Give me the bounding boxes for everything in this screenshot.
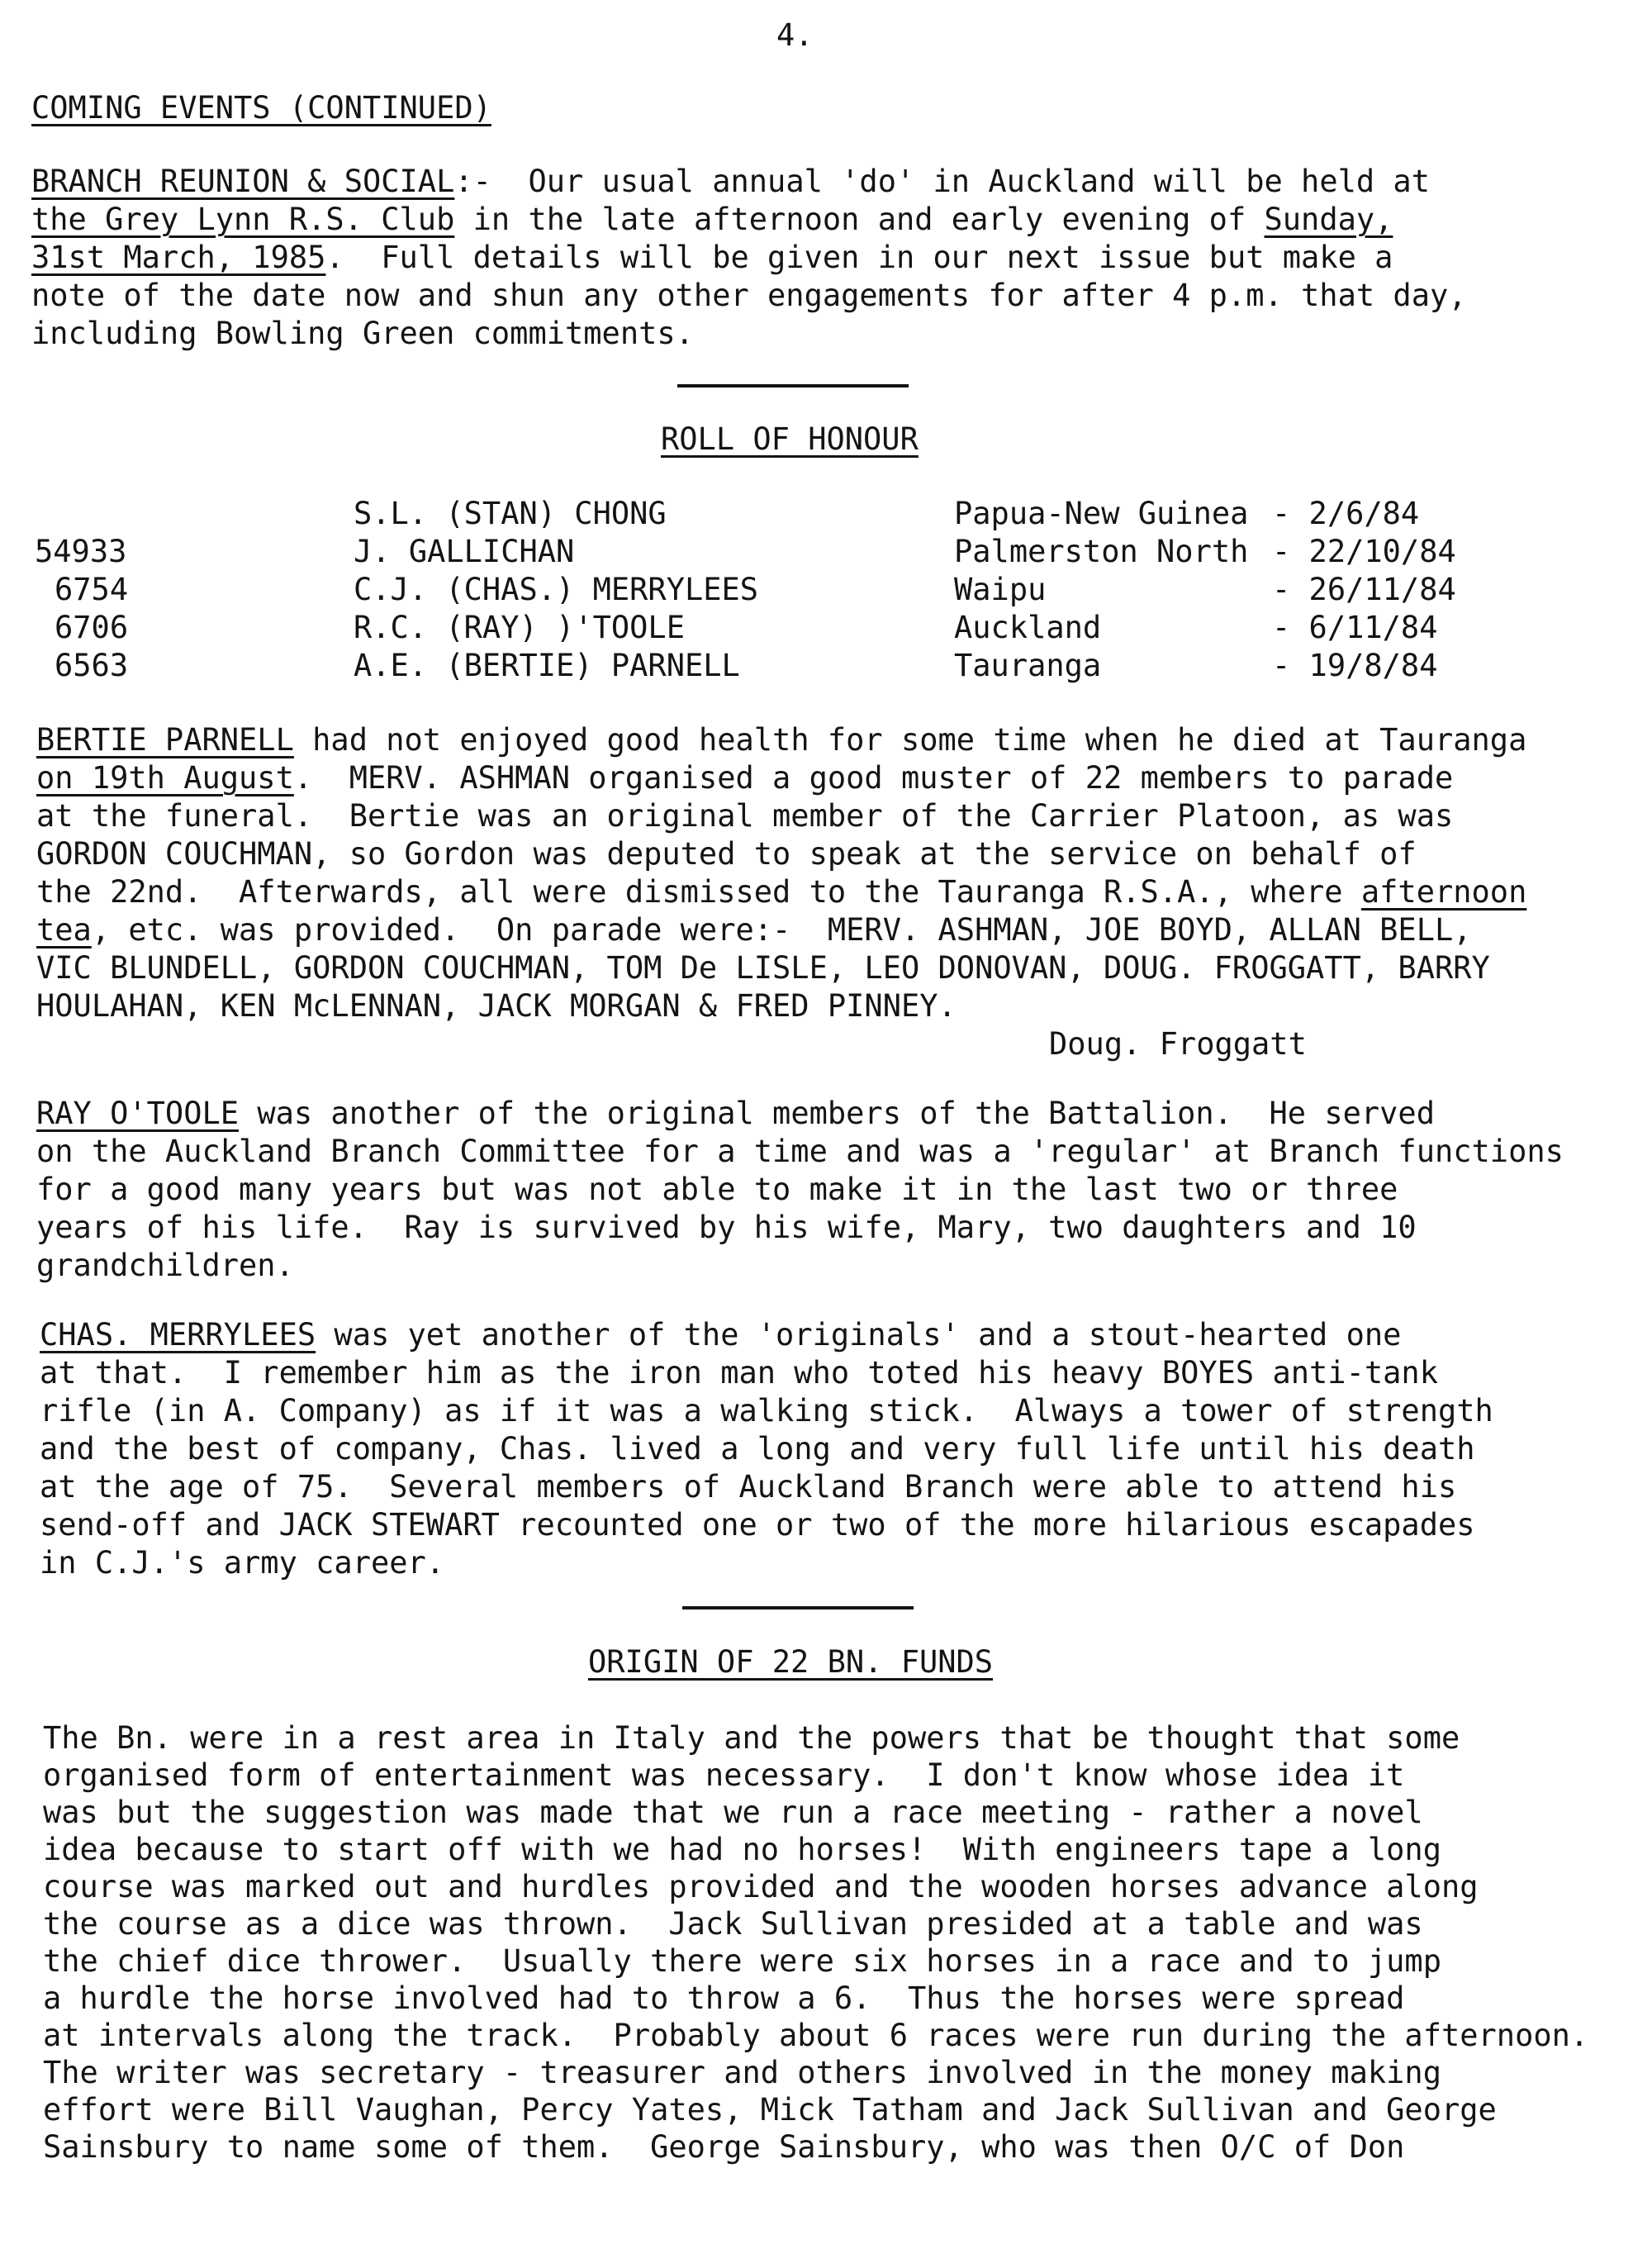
text-line: for a good many years but was not able to make it in the last two or three: [36, 1172, 1398, 1207]
service-number: 6563: [55, 648, 129, 683]
text-line: on the Auckland Branch Committee for a time and was a 'regular' at Branch functions: [36, 1134, 1564, 1169]
place: Tauranga: [954, 648, 1102, 683]
member-name: R.C. (RAY) )'TOOLE: [354, 610, 685, 645]
text-line: on 19th August. MERV. ASHMAN organised a good muster of 22 members to parade: [36, 760, 1454, 796]
text-line: the chief dice thrower. Usually there were six horses in a race and to jump: [43, 1943, 1441, 1979]
text-line: HOULAHAN, KEN McLENNAN, JACK MORGAN & FRED PINNEY.: [36, 988, 957, 1024]
member-name: A.E. (BERTIE) PARNELL: [354, 648, 740, 683]
roll-of-honour-title: ROLL OF HONOUR: [661, 421, 919, 457]
text-line: rifle (in A. Company) as if it was a walking stick. Always a tower of strength: [40, 1393, 1493, 1429]
text-line: BERTIE PARNELL had not enjoyed good health for some time when he died at Tauranga: [36, 722, 1527, 758]
section-header: COMING EVENTS (CONTINUED): [31, 90, 491, 126]
text-line: at the funeral. Bertie was an original member of the Carrier Platoon, as was: [36, 798, 1454, 834]
text-line: and the best of company, Chas. lived a long and very full life until his death: [40, 1431, 1475, 1467]
text-line: CHAS. MERRYLEES was yet another of the 'originals' and a stout-hearted one: [40, 1317, 1402, 1353]
text-line: at that. I remember him as the iron man who toted his heavy BOYES anti-tank: [40, 1355, 1438, 1391]
text-line: BRANCH REUNION & SOCIAL:- Our usual annual 'do' in Auckland will be held at: [31, 164, 1430, 199]
section-divider: [677, 384, 909, 388]
text-line: note of the date now and shun any other engagements for after 4 p.m. that day,: [31, 278, 1467, 313]
text-line: at the age of 75. Several members of Auckland Branch were able to attend his: [40, 1469, 1457, 1505]
text-line: VIC BLUNDELL, GORDON COUCHMAN, TOM De LISLE, LEO DONOVAN, DOUG. FROGGATT, BARRY: [36, 950, 1490, 986]
text-line: at intervals along the track. Probably about 6 races were run during the afternoon.: [43, 2018, 1589, 2053]
member-name: S.L. (STAN) CHONG: [354, 496, 667, 531]
text-line: 31st March, 1985. Full details will be given in our next issue but make a: [31, 240, 1393, 275]
text-line: Sainsbury to name some of them. George Sainsbury, who was then O/C of Don: [43, 2129, 1405, 2165]
date: - 26/11/84: [1272, 572, 1456, 607]
text-line: The Bn. were in a rest area in Italy and the powers that be thought that some: [43, 1720, 1460, 1756]
text-line: send-off and JACK STEWART recounted one or two of the more hilarious escapades: [40, 1507, 1475, 1543]
text-line: course was marked out and hurdles provided and the wooden horses advance along: [43, 1869, 1479, 1904]
text-line: years of his life. Ray is survived by his wife, Mary, two daughters and 10: [36, 1210, 1417, 1245]
text-line: the Grey Lynn R.S. Club in the late afternoon and early evening of Sunday,: [31, 202, 1393, 237]
text-line: idea because to start off with we had no horses! With engineers tape a long: [43, 1832, 1441, 1867]
signature: Doug. Froggatt: [1049, 1026, 1307, 1062]
text-line: grandchildren.: [36, 1248, 294, 1283]
place: Auckland: [954, 610, 1102, 645]
date: - 19/8/84: [1272, 648, 1438, 683]
text-line: the 22nd. Afterwards, all were dismissed to the Tauranga R.S.A., where afternoon: [36, 874, 1527, 910]
place: Palmerston North: [954, 534, 1249, 569]
text-line: The writer was secretary - treasurer and others involved in the money making: [43, 2055, 1441, 2090]
text-line: was but the suggestion was made that we run a race meeting - rather a novel: [43, 1795, 1423, 1830]
text-line: including Bowling Green commitments.: [31, 316, 694, 351]
date: - 6/11/84: [1272, 610, 1438, 645]
text-line: RAY O'TOOLE was another of the original members of the Battalion. He served: [36, 1096, 1435, 1131]
text-line: a hurdle the horse involved had to throw a 6. Thus the horses were spread: [43, 1980, 1405, 2016]
section-divider: [682, 1606, 914, 1609]
date: - 2/6/84: [1272, 496, 1420, 531]
text-line: in C.J.'s army career.: [40, 1545, 445, 1581]
service-number: 6754: [55, 572, 129, 607]
text-line: organised form of entertainment was necessary. I don't know whose idea it: [43, 1757, 1405, 1793]
date: - 22/10/84: [1272, 534, 1456, 569]
place: Waipu: [954, 572, 1047, 607]
text-line: effort were Bill Vaughan, Percy Yates, Mick Tatham and Jack Sullivan and George: [43, 2092, 1497, 2128]
place: Papua-New Guinea: [954, 496, 1249, 531]
service-number: 54933: [35, 534, 127, 569]
text-line: tea, etc. was provided. On parade were:- MERV. ASHMAN, JOE BOYD, ALLAN BELL,: [36, 912, 1472, 948]
text-line: GORDON COUCHMAN, so Gordon was deputed to speak at the service on behalf of: [36, 836, 1417, 872]
funds-title: ORIGIN OF 22 BN. FUNDS: [588, 1644, 994, 1680]
text-line: the course as a dice was thrown. Jack Sullivan presided at a table and was: [43, 1906, 1423, 1942]
member-name: C.J. (CHAS.) MERRYLEES: [354, 572, 759, 607]
page-number: 4.: [776, 17, 814, 53]
member-name: J. GALLICHAN: [354, 534, 575, 569]
service-number: 6706: [55, 610, 129, 645]
